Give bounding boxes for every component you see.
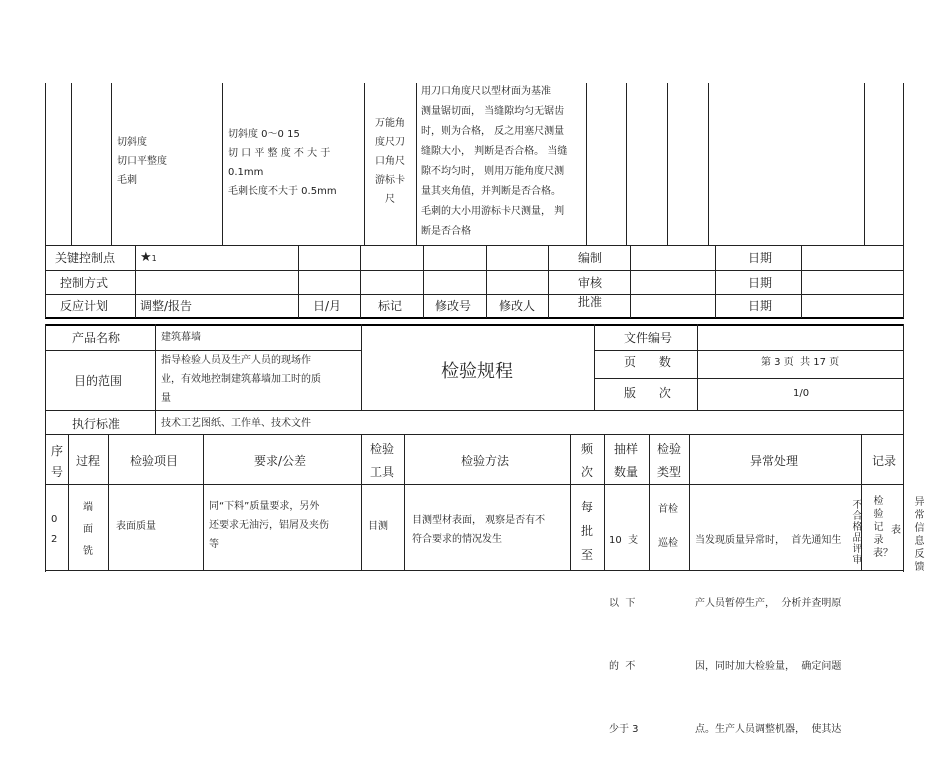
col-type-2: 类型 [657,465,682,479]
top-tools [366,114,414,209]
text-line: 至 [581,548,594,562]
row-feedback: 异常信息反馈 [914,497,925,573]
row-item: 表面质量 [116,521,156,532]
reaction-label: 反应计划 [60,299,109,313]
text-line: 巡检 [658,538,678,549]
text-line: 口角尺 [375,156,405,167]
text-line: 指导检验人员及生产人员的现场作 [161,355,311,366]
text-line: 端 [83,502,93,513]
row-seq [51,510,65,550]
text-line: 毛刺长度不大于 0.5mm [228,186,337,197]
text-line: 切斜度 0～0 15 [228,129,300,140]
page-count-value: 第 3 页 共 17 页 [761,357,840,368]
purpose-value [161,351,357,408]
row-requirement [209,497,359,554]
top-method [421,82,585,242]
text-line: 测量锯切面， 当缝隙均匀无锯齿 [421,106,565,117]
text-line: 切 口 平 整 度 不 大 于 [228,148,331,159]
row-record [873,495,893,560]
text-line: 时，则为合格， 反之用塞尺测量 [421,126,565,137]
top-requirements [228,125,362,201]
text-line: 产人员暂停生产， 分析并查明原 [695,598,842,609]
compile-label: 编制 [578,251,603,265]
row-record-extra: 表 [891,525,901,536]
product-name-value: 建筑幕墙 [161,332,201,343]
text-line: 每 [581,500,594,514]
text-line: 的 不 [609,661,636,672]
standard-label: 执行标准 [72,417,121,431]
text-line: 毛刺 [117,175,137,186]
text-line: 缝隙大小， 判断是否合格。 当缝 [421,146,568,157]
text-line: 2 [51,534,58,545]
text-line: 批 [581,524,594,538]
row-type [658,490,688,564]
approve-label: 批准 [578,295,603,309]
col-process: 过程 [76,454,101,468]
text-line: 因，同时加大检验量， 确定问题 [695,661,842,672]
text-line: 度尺刀 [375,137,405,148]
page-count-label: 页 数 [624,355,671,369]
row-overflow-text: 不合格品评审 [852,500,863,566]
key-point-subscript: 1 [151,254,157,263]
col-type-1: 检验 [657,442,682,456]
col-freq-2: 次 [581,465,594,479]
text-line: 尺 [385,194,395,205]
mark-label: 标记 [378,299,403,313]
control-label: 控制方式 [60,276,109,290]
row-process [83,497,97,563]
text-line: 还要求无油污，铝屑及夹伤 [209,520,329,531]
text-line: 切斜度 [117,137,147,148]
row-method [412,511,568,549]
day-month: 日/月 [313,299,342,313]
adjust-report: 调整/报告 [140,299,193,313]
date-label-2: 日期 [748,276,773,290]
page-title: 检验规程 [441,361,513,382]
standard-value: 技术工艺图纸、工作单、技术文件 [161,418,311,429]
date-label-1: 日期 [748,251,773,265]
date-label-3: 日期 [748,299,773,313]
text-line: 0 [51,514,58,525]
col-tool-2: 工具 [370,465,395,479]
review-label: 审核 [578,276,603,290]
col-sample-1: 抽样 [614,442,639,456]
col-item: 检验项目 [130,454,179,468]
text-line: 目测型材表面， 观察是否有不 [412,515,546,526]
text-line: 检验记录表 [873,496,884,559]
text-line: 业，有效地控制建筑幕墙加工时的质 [161,374,321,385]
purpose-label: 目的范围 [74,374,123,388]
text-line: 10 支 [609,535,639,546]
text-line: 用刀口角度尺以型材面为基准 [421,86,551,97]
version-value: 1/0 [793,388,810,399]
col-record: 记录 [872,454,897,468]
col-seq-1: 序 [51,444,64,458]
version-label: 版 次 [624,386,671,400]
revision-no-label: 修改号 [435,299,472,313]
text-line: 面 [83,524,93,535]
text-line: 隙不均匀时， 则用万能角度尺测 [421,166,565,177]
product-name-label: 产品名称 [72,331,121,345]
text-line: 0.1mm [228,167,264,178]
col-seq-2: 号 [51,465,64,479]
col-requirement: 要求/公差 [254,454,307,468]
text-line: 点。生产人员调整机器， 使其达 [695,724,842,735]
top-items [117,133,217,190]
text-line: 当发现质量异常时， 首先通知生 [695,535,842,546]
row-sample [609,488,649,782]
text-line: 切口平整度 [117,156,167,167]
text-line: 少于 3 [609,724,639,735]
text-line: 量其夹角值，并判断是否合格。 [421,186,561,197]
row-abnormal [695,488,859,782]
col-freq-1: 频 [581,442,594,456]
text-line: 以 下 [609,598,636,609]
text-line: 同“下料”质量要求，另外 [209,501,320,512]
row-tool: 目测 [368,521,388,532]
col-sample-2: 数量 [614,465,639,479]
text-line: 游标卡 [375,175,405,186]
text-line: 万能角 [375,118,405,129]
text-line: 量 [161,393,171,404]
star-icon: ★ [140,250,152,265]
text-line: ？ [883,548,893,559]
key-point-label: 关键控制点 [55,251,116,265]
key-point-star [140,251,157,264]
text-line: 毛刺的大小用游标卡尺测量， 判 [421,206,565,217]
text-line: 断是否合格 [421,226,471,237]
col-method: 检验方法 [461,454,510,468]
text-line: 铣 [83,546,93,557]
col-tool-1: 检验 [370,442,395,456]
text-line: 首检 [658,504,678,515]
text-line: 符合要求的情况发生 [412,534,502,545]
modifier-label: 修改人 [499,299,536,313]
col-abnormal: 异常处理 [750,454,799,468]
file-no-label: 文件编号 [624,331,673,345]
text-line: 等 [209,539,219,550]
row-frequency [581,495,595,567]
